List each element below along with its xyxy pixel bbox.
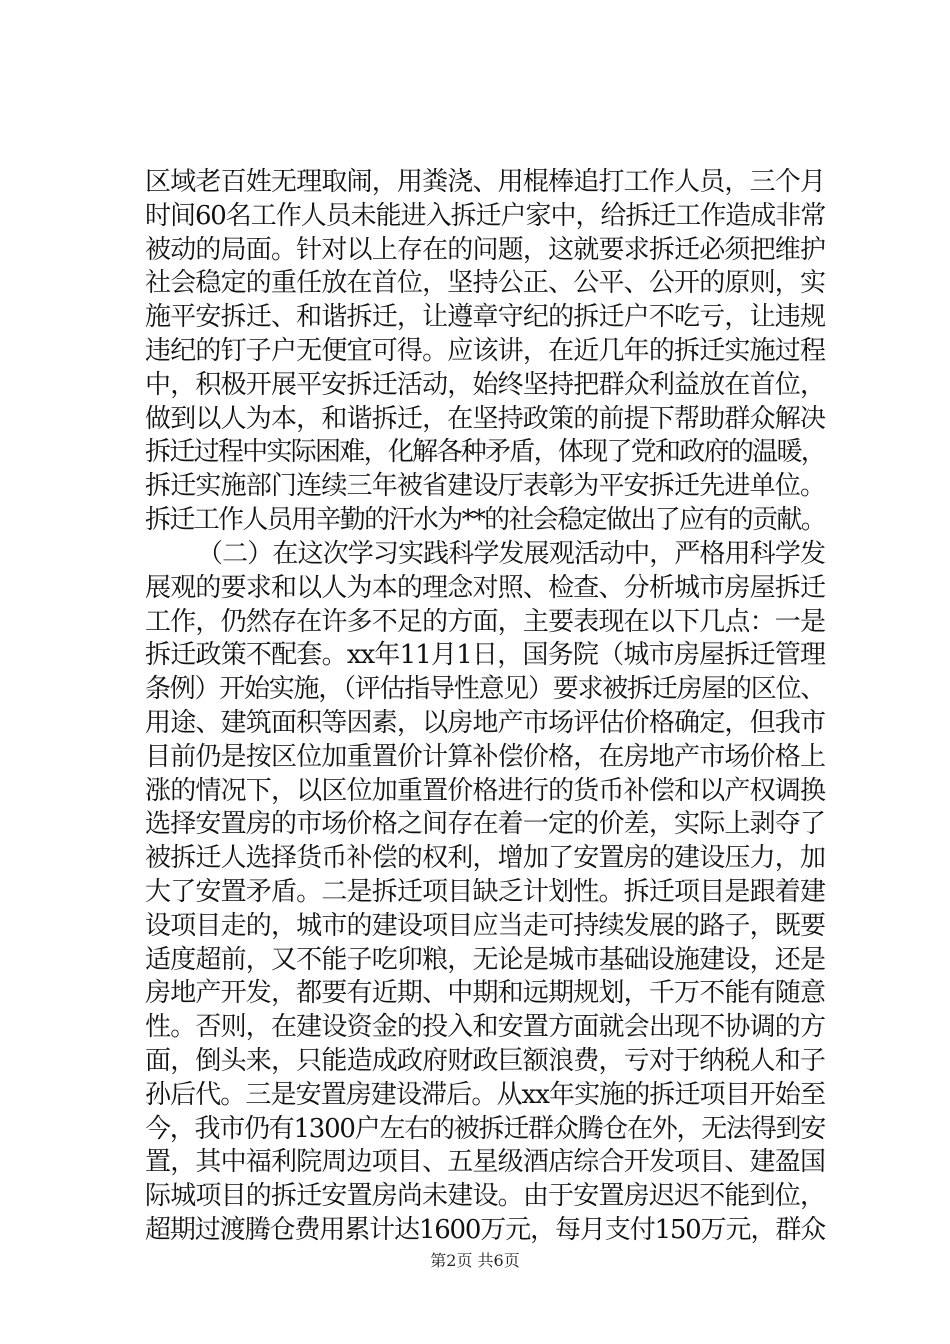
text-line: 被动的局面。针对以上存在的问题，这就要求拆迁必须把维护: [145, 234, 825, 265]
text-line: 拆迁实施部门连续三年被省建设厅表彰为平安拆迁先进单位。: [145, 471, 825, 502]
text-line: 房地产开发，都要有近期、中期和远期规划，千万不能有随意: [145, 978, 825, 1009]
text-line: 孙后代。三是安置房建设滞后。从xx年实施的拆迁项目开始至: [145, 1079, 825, 1110]
text-line: 施平安拆迁、和谐拆迁，让遵章守纪的拆迁户不吃亏，让违规: [145, 302, 825, 333]
text-line: 今，我市仍有1300户左右的被拆迁群众腾仓在外，无法得到安: [145, 1113, 825, 1144]
text-line: 时间60名工作人员未能进入拆迁户家中，给拆迁工作造成非常: [145, 200, 825, 231]
text-line: 社会稳定的重任放在首位，坚持公正、公平、公开的原则，实: [145, 268, 825, 299]
paragraph-1: [145, 166, 825, 538]
text-line: 设项目走的，城市的建设项目应当走可持续发展的路子，既要: [145, 910, 825, 941]
text-line: 拆迁工作人员用辛勤的汗水为**的社会稳定做出了应有的贡献。: [145, 504, 825, 535]
text-line: 大了安置矛盾。二是拆迁项目缺乏计划性。拆迁项目是跟着建: [145, 876, 825, 907]
text-line: 性。否则，在建设资金的投入和安置方面就会出现不协调的方: [145, 1012, 825, 1043]
text-line: 工作，仍然存在许多不足的方面，主要表现在以下几点：一是: [145, 606, 825, 637]
text-line: 中，积极开展平安拆迁活动，始终坚持把群众利益放在首位，: [145, 369, 825, 400]
text-line: 做到以人为本，和谐拆迁，在坚持政策的前提下帮助群众解决: [145, 403, 825, 434]
text-line: 际城项目的拆迁安置房尚未建设。由于安置房迟迟不能到位，: [145, 1181, 825, 1212]
text-line: 超期过渡腾仓费用累计达1600万元，每月支付150万元，群众: [145, 1214, 825, 1245]
text-line: （二）在这次学习实践科学发展观活动中，严格用科学发: [197, 539, 825, 569]
text-line: 适度超前，又不能子吃卯粮，无论是城市基础设施建设，还是: [145, 944, 825, 975]
text-line: 区域老百姓无理取闹，用粪浇、用棍棒追打工作人员，三个月: [145, 167, 825, 197]
text-line: 展观的要求和以人为本的理念对照、检查、分析城市房屋拆迁: [145, 572, 825, 603]
text-line: 置，其中福利院周边项目、五星级酒店综合开发项目、建盈国: [145, 1147, 825, 1178]
paragraph-2: [145, 538, 825, 1248]
text-line: 面，倒头来，只能造成政府财政巨额浪费，亏对于纳税人和子: [145, 1045, 825, 1076]
text-line: 拆迁政策不配套。xx年11月1日，国务院（城市房屋拆迁管理: [145, 640, 825, 671]
text-line: 被拆迁人选择货币补偿的权利，增加了安置房的建设压力，加: [145, 843, 825, 874]
text-line: 拆迁过程中实际困难，化解各种矛盾，体现了党和政府的温暖，: [145, 437, 825, 468]
text-line: 违纪的钉子户无便宜可得。应该讲，在近几年的拆迁实施过程: [145, 335, 825, 366]
page-number-footer: 第2页 共6页: [430, 1251, 520, 1270]
text-line: 涨的情况下，以区位加重置价格进行的货币补偿和以产权调换: [145, 775, 825, 806]
text-line: 条例）开始实施，（评估指导性意见）要求被拆迁房屋的区位、: [145, 674, 826, 705]
text-line: 目前仍是按区位加重置价计算补偿价格，在房地产市场价格上: [145, 741, 825, 772]
text-line: 用途、建筑面积等因素，以房地产市场评估价格确定，但我市: [145, 707, 825, 738]
text-line: 选择安置房的市场价格之间存在着一定的价差，实际上剥夺了: [145, 809, 825, 840]
